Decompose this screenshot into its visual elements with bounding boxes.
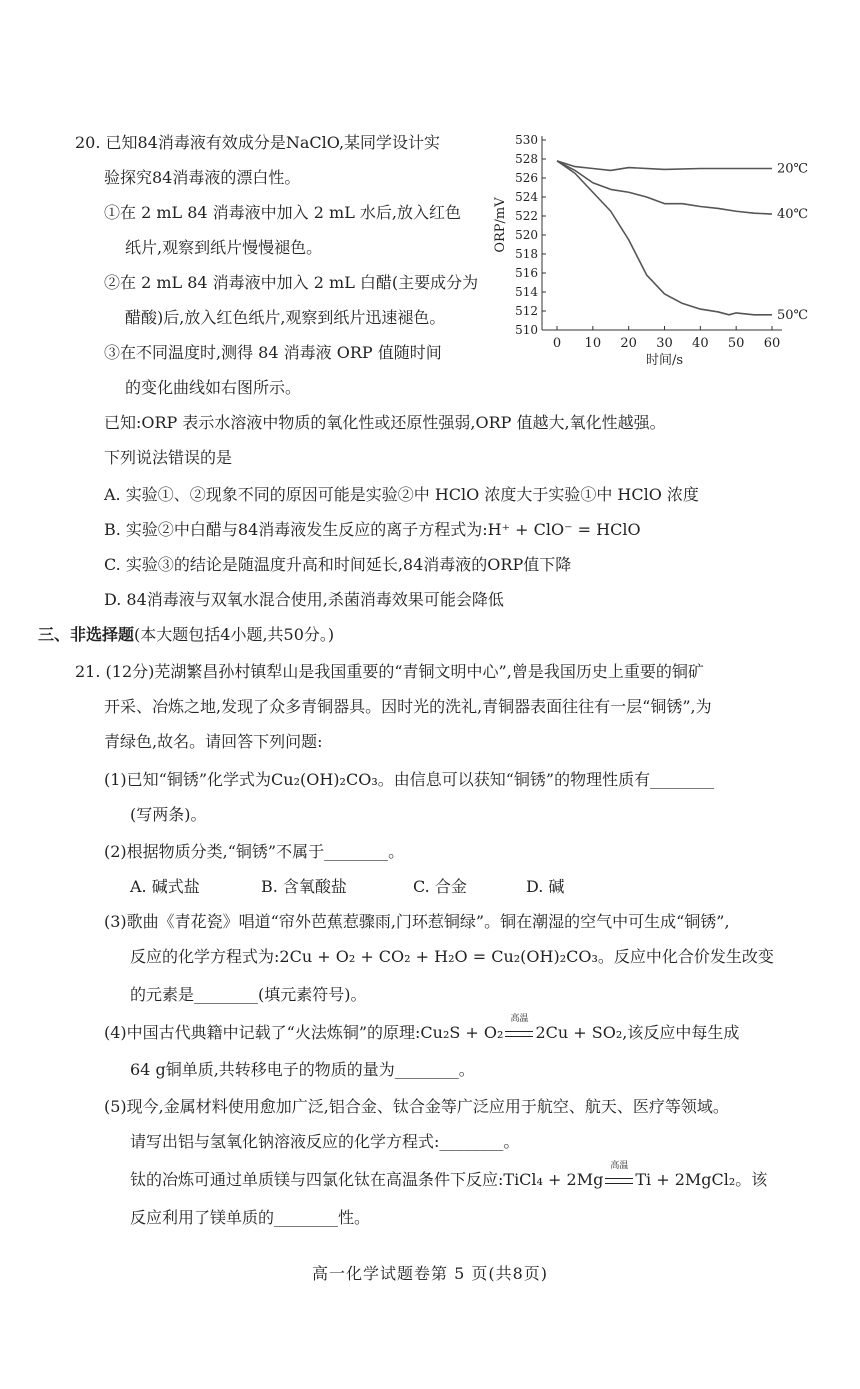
q20-experiment3-line2: 的变化曲线如右图所示。: [125, 378, 302, 397]
orp-chart: [490, 128, 830, 380]
y-tick-label: 518: [515, 247, 538, 261]
y-tick-label: 528: [515, 152, 538, 166]
q21-part2-option-b: B. 含氧酸盐: [261, 877, 347, 896]
q20-experiment2-line1: ②在 2 mL 84 消毒液中加入 2 mL 白醋(主要成分为: [104, 273, 479, 292]
section-note: (本大题包括4小题,共50分。): [134, 625, 335, 644]
equals-sign: [505, 1031, 533, 1037]
q20-option-a: A. 实验①、②现象不同的原因可能是实验②中 HClO 浓度大于实验①中 HClO 浓度: [104, 485, 699, 504]
series-label: 40℃: [777, 207, 809, 223]
series-label: 50℃: [777, 307, 809, 323]
q20-experiment1-line1: ①在 2 mL 84 消毒液中加入 2 mL 水后,放入红色: [104, 203, 462, 222]
q20-option-c: C. 实验③的结论是随温度升高和时间延长,84消毒液的ORP值下降: [104, 555, 572, 574]
series-line: [557, 161, 772, 171]
x-axis-label: 时间/s: [645, 353, 684, 368]
page-footer: 高一化学试题卷第 5 页(共8页): [311, 1264, 549, 1283]
q21-part2-option-c: C. 合金: [413, 877, 467, 896]
q21-part1-line2: (写两条)。: [130, 805, 207, 824]
q21-part3-line3: 的元素是________(填元素符号)。: [130, 985, 367, 1004]
q20-experiment1-line2: 纸片,观察到纸片慢慢褪色。: [125, 238, 323, 257]
y-tick-label: 512: [515, 304, 538, 318]
q21-part3-line1: (3)歌曲《青花瓷》唱道“帘外芭蕉惹骤雨,门环惹铜绿”。铜在潮湿的空气中可生成“铜锈”,: [104, 912, 730, 931]
section-title: 三、非选择题: [38, 625, 135, 644]
q21-part1-line1: (1)已知“铜锈”化学式为Cu₂(OH)₂CO₃。由信息可以获知“铜锈”的物理性质有________: [104, 770, 715, 789]
q21-part4-line2: 64 g铜单质,共转移电子的物质的量为________。: [130, 1060, 475, 1079]
y-axis-label: ORP/mV: [493, 197, 508, 253]
q20-question: 下列说法错误的是: [104, 448, 233, 467]
x-tick-label: 10: [584, 336, 602, 351]
q20-option-d: D. 84消毒液与双氧水混合使用,杀菌消毒效果可能会降低: [104, 590, 504, 609]
q21-stem-line1: 21. (12分)芜湖繁昌孙村镇犁山是我国重要的“青铜文明中心”,曾是我国历史上重要的铜矿: [75, 662, 704, 681]
q21-part5-condition: 高温: [610, 1161, 629, 1171]
y-tick-label: 510: [515, 323, 538, 337]
x-tick-label: 20: [620, 336, 637, 351]
q20-stem-line2: 验探究84消毒液的漂白性。: [104, 168, 301, 187]
q21-part4-reaction-arrow: [503, 1014, 535, 1043]
q21-part2-line1: (2)根据物质分类,“铜锈”不属于________。: [104, 842, 405, 861]
q21-part2-options: [130, 877, 564, 897]
q21-part4-line1: [104, 1014, 740, 1043]
y-tick-label: 520: [515, 228, 538, 242]
y-tick-label: 530: [515, 133, 538, 147]
q21-part5-line2: 请写出铝与氢氧化钠溶液反应的化学方程式:________。: [130, 1132, 520, 1151]
q21-stem-line2: 开采、冶炼之地,发现了众多青铜器具。因时光的洗礼,青铜器表面往往有一层“铜锈”,为: [104, 697, 712, 716]
q21-stem-line3: 青绿色,故名。请回答下列问题:: [104, 732, 323, 751]
series-label: 20℃: [777, 161, 809, 177]
equals-sign: [605, 1178, 633, 1184]
q20-known-info: 已知:ORP 表示水溶液中物质的氧化性或还原性强弱,ORP 值越大,氧化性越强。: [104, 413, 666, 432]
q20-option-b: B. 实验②中白醋与84消毒液发生反应的离子方程式为:H⁺ + ClO⁻ = HClO: [104, 520, 641, 539]
q21-part3-line2: 反应的化学方程式为:2Cu + O₂ + CO₂ + H₂O = Cu₂(OH)₂CO₃。反应中化合价发生改变: [130, 947, 774, 966]
x-tick-label: 40: [692, 336, 709, 351]
x-tick-label: 60: [763, 336, 781, 351]
x-tick-label: 0: [552, 336, 562, 351]
q20-experiment2-line2: 醋酸)后,放入红色纸片,观察到纸片迅速褪色。: [125, 308, 446, 327]
series-line: [557, 161, 772, 315]
y-tick-label: 514: [515, 285, 538, 299]
q20-experiment3-line1: ③在不同温度时,测得 84 消毒液 ORP 值随时间: [104, 343, 442, 362]
q21-part5-reaction-arrow: [603, 1161, 635, 1190]
q21-part5-line1: (5)现今,金属材料使用愈加广泛,铝合金、钛合金等广泛应用于航空、航天、医疗等领域。: [104, 1097, 729, 1116]
q21-part5-line4: 反应利用了镁单质的________性。: [130, 1208, 371, 1227]
y-tick-label: 526: [515, 171, 538, 185]
y-tick-label: 524: [515, 190, 538, 204]
y-tick-label: 522: [515, 209, 538, 223]
q21-part5-equation-left: 钛的冶炼可通过单质镁与四氯化钛在高温条件下反应:TiCl₄ + 2Mg: [130, 1170, 604, 1189]
q21-part5-line3: [130, 1161, 768, 1190]
x-tick-label: 30: [656, 336, 673, 351]
y-tick-label: 516: [515, 266, 538, 280]
x-tick-label: 50: [727, 336, 745, 351]
q21-part4-equation-right: 2Cu + SO₂,该反应中每生成: [535, 1023, 740, 1042]
q21-part2-option-d: D. 碱: [526, 877, 565, 896]
q21-part5-equation-right: Ti + 2MgCl₂。该: [635, 1170, 768, 1189]
section-heading: [38, 625, 334, 645]
q21-part4-equation-left: (4)中国古代典籍中记载了“火法炼铜”的原理:Cu₂S + O₂: [104, 1023, 504, 1042]
q20-stem-line1: 20. 已知84消毒液有效成分是NaClO,某同学设计实: [75, 133, 441, 152]
q21-part2-option-a: A. 碱式盐: [130, 877, 200, 896]
q21-part4-condition: 高温: [510, 1014, 529, 1024]
